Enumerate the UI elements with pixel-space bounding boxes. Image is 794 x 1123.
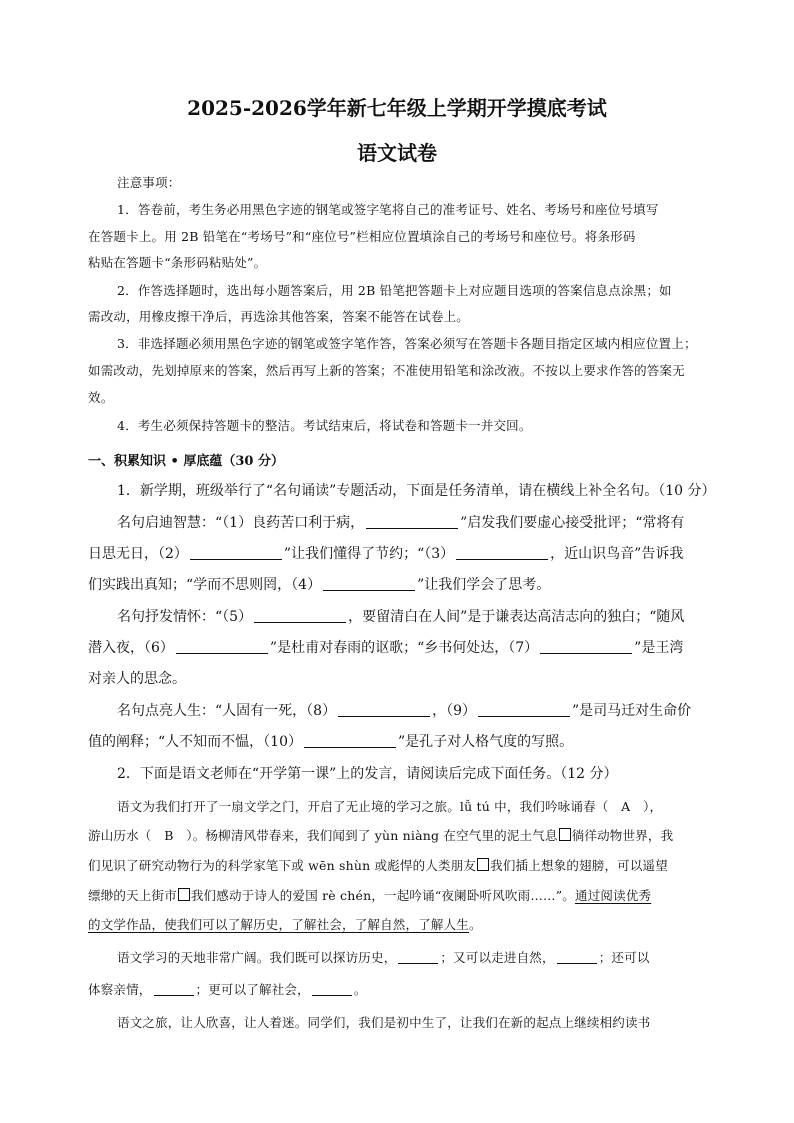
answer-blank-4[interactable]: [323, 590, 415, 591]
notice-item-3-line-3: 效。: [88, 390, 114, 405]
answer-blank-6[interactable]: [176, 653, 268, 654]
q2-para3-line1: 语文之旅，让人欣喜，让人着迷。同学们，我们是初中生了，让我们在新的起点上继续相约读书: [117, 1015, 651, 1030]
punctuation-box-1: [559, 828, 571, 841]
question-2-stem: 2．下面是语文老师在“开学第一课”上的发言，请阅读后完成下面任务。（12 分）: [117, 766, 618, 782]
q1-para1-line1: 名句启迪智慧：“（1）良药苦口利于病， ”启发我们要虚心接受批评；“常将有: [117, 515, 685, 531]
notice-heading: 注意事项：: [117, 175, 181, 190]
question-1-stem: 1．新学期，班级举行了“名句诵读”专题活动，下面是任务清单，请在横线上补全名句。（10 分）: [117, 483, 716, 499]
underlined-sentence-part2: 的文学作品，使我们可以了解历史，了解社会，了解自然，了解人生: [88, 917, 470, 932]
q2-para2-line1: 语文学习的天地非常广阔。我们既可以探访历史， ；又可以走进自然， ；还可以: [117, 950, 650, 965]
answer-blank-2[interactable]: [190, 559, 282, 560]
q1-para2-line3: 对亲人的思念。: [88, 671, 186, 687]
notice-item-1-line-2: 在答题卡上。用 2B 铅笔在“考场号”和“座位号”栏相应位置填涂自己的考场号和座位号。将条形码: [88, 229, 636, 244]
answer-blank-7[interactable]: [540, 653, 632, 654]
notice-item-1-line-3: 粘贴在答题卡“条形码粘贴处”。: [88, 255, 267, 270]
notice-item-3-line-2: 如需改动，先划掉原来的答案，然后再写上新的答案；不准使用铅笔和涂改液。不按以上要求作答的答案无: [88, 363, 685, 378]
underlined-sentence-part1: 通过阅读优秀: [575, 888, 652, 903]
notice-item-1-line-1: 1．答卷前，考生务必用黑色字迹的钢笔或签字笔将自己的准考证号、姓名、考场号和座位号填写: [117, 202, 659, 217]
answer-blank-9[interactable]: [478, 716, 570, 717]
fill-blank-history[interactable]: [398, 963, 438, 964]
q1-para1-line3: 们实践出真知；“学而不思则罔，（4） ”让我们学会了思考。: [88, 577, 551, 593]
q1-para2-line1: 名句抒发情怀：“（5） ，要留清白在人间”是于谦表达高洁志向的独白；“随风: [117, 609, 685, 625]
answer-blank-1[interactable]: [366, 528, 458, 529]
fill-blank-society[interactable]: [312, 995, 352, 996]
notice-item-4: 4．考生必须保持答题卡的整洁。考试结束后，将试卷和答题卡一并交回。: [117, 418, 532, 433]
answer-blank-8[interactable]: [338, 716, 430, 717]
punctuation-box-2: [477, 858, 489, 871]
q1-para3-line1: 名句点亮人生：“人固有一死，（8） ，（9） ”是司马迁对生命价: [117, 703, 692, 719]
q2-para2-line2: 体察亲情， ；更可以了解社会， 。: [88, 982, 367, 997]
q1-para1-line2: 日思无日，（2） ”让我们懂得了节约；“（3） ，近山识鸟音”告诉我: [88, 546, 684, 562]
q2-passage-line3: 们见识了研究动物行为的科学家笔下或 wēn shùn 或彪悍的人类朋友 我们插上想象的翅膀，可以遥望: [88, 858, 668, 873]
notice-item-3-line-1: 3．非选择题必须用黑色字迹的钢笔或签字笔作答，答案必须写在答题卡各题目指定区域内相应位置上；: [117, 336, 697, 351]
notice-item-2-line-1: 2．作答选择题时，选出每小题答案后，用 2B 铅笔把答题卡上对应题目选项的答案信息点涂黑；如: [117, 283, 672, 298]
q1-para2-line2: 潜入夜，（6） ”是杜甫对春雨的讴歌；“乡书何处达，（7） ”是王湾: [88, 640, 684, 656]
answer-blank-5[interactable]: [254, 622, 346, 623]
answer-blank-10[interactable]: [304, 747, 396, 748]
punctuation-box-3: [178, 888, 190, 901]
q1-para3-line2: 值的阐释；“人不知而不愠，（10） ”是孔子对人格气度的写照。: [88, 734, 574, 750]
exam-title: 2025-2026学年新七年级上学期开学摸底考试: [187, 96, 607, 120]
q2-passage-line2: 游山历水（ B ）。杨柳清风带春来，我们闻到了 yùn niàng 在空气里的泥土气息 徜徉动物世界，我: [88, 828, 674, 843]
q2-passage-line5: 的文学作品，使我们可以了解历史，了解社会，了解自然，了解人生。: [88, 917, 482, 932]
section-1-heading: 一、积累知识 • 厚底蕴（30 分）: [88, 454, 284, 469]
fill-blank-nature[interactable]: [557, 963, 597, 964]
q2-passage-line1: 语文为我们打开了一扇文学之门，开启了无止境的学习之旅。lǚ tú 中，我们吟咏诵春（ A ），: [117, 799, 663, 814]
q2-passage-line4: 缥缈的天上街市 我们感动于诗人的爱国 rè chén，一起吟诵“夜阑卧听风吹雨……”。通过阅读优秀: [88, 888, 652, 903]
exam-subtitle: 语文试卷: [357, 141, 437, 165]
fill-blank-family[interactable]: [154, 995, 194, 996]
notice-item-2-line-2: 需改动，用橡皮擦干净后，再选涂其他答案，答案不能答在试卷上。: [88, 309, 470, 324]
answer-blank-3[interactable]: [456, 559, 548, 560]
